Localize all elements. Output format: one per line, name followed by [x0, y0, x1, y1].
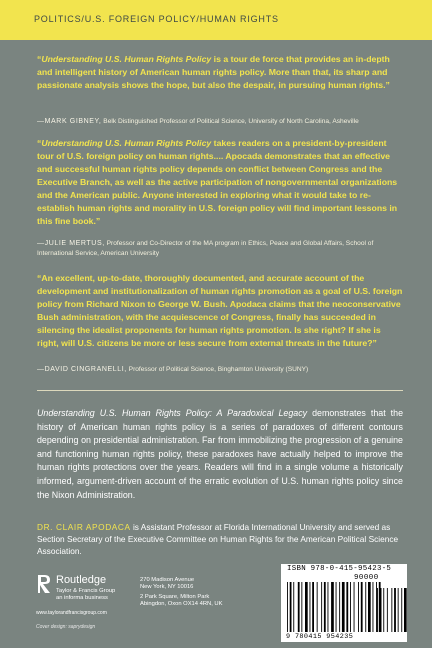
author-bio-text: is Assistant Professor at Florida International University and served as Section Secretary of the Executive Committee on Human Rights for the American Political Science Association. — [37, 522, 399, 557]
barcode-bar — [293, 582, 294, 632]
quote-1-name: —MARK GIBNEY, — [37, 118, 102, 125]
quote-1-text: is a tour de force that provides an in-depth and intelligent history of American human rights policy. More than that, its sharp and passionate analysis shows the hope, but also the despair, in pursuing human rights.” — [37, 54, 390, 90]
address-line-1: 270 Madison Avenue — [140, 577, 195, 583]
barcode-bar — [310, 582, 311, 632]
price-bar — [380, 588, 382, 632]
quote-2-name: —JULIE MERTUS, — [37, 240, 105, 247]
barcode-bar — [376, 582, 377, 632]
price-bar — [387, 588, 388, 632]
price-bar — [401, 588, 402, 632]
routledge-logo-icon — [36, 574, 52, 594]
barcode-bar — [328, 582, 329, 632]
barcode-bar — [358, 582, 359, 632]
barcode-bar — [342, 582, 345, 632]
barcode-bar — [290, 582, 292, 632]
barcode-bar — [361, 582, 363, 632]
barcode-bar — [331, 582, 334, 632]
quote-3-name: —DAVID CINGRANELLI, — [37, 366, 127, 373]
price-code: 90000 — [354, 574, 379, 582]
barcode-bars — [281, 564, 407, 642]
barcode-box — [281, 564, 407, 642]
quote-2-title: Understanding U.S. Human Rights Policy — [41, 138, 212, 148]
price-bar — [377, 588, 378, 632]
barcode-bar — [354, 582, 355, 632]
publisher-name: Routledge — [56, 574, 107, 586]
quote-2: “Understanding U.S. Human Rights Policy takes readers on a president-by-president tour of U.S. foreign policy on human rights.... Apocada demonstrates that an effective and successful human rights policy depends on conflict between Congress and the Executive Branch, as well as the active participation of nongovernmental organizations and the American public. Anyone interested in exploring what it would take to re-establish human rights and morality in U.S. foreign policy will find important lessons in this fine book.” — [37, 138, 398, 226]
description-text: demonstrates that the history of American human rights policy is a series of paradoxes of different contours depending on presidential administration. Far from immobilizing the progression of a genuine and functioning human rights policy, these paradoxes have actually helped to improve the human rights protections over the years. Readers will find in a single volume a historically informed, argument-driven account of the erratic evolution of U.S. human rights policy since the Nixon Administration. — [37, 408, 404, 500]
price-bar — [398, 588, 399, 632]
quote-3: “An excellent, up-to-date, thoroughly documented, and accurate account of the development and institutionalization of human rights promotion as a goal of U.S. foreign policy from Richard Nixon to George W. Bush. Apodaca claims that the neoconservative Bush administration, with the acquiescence of Congress, finally has succeeded in silencing the idealist proponents for human rights promotion. Is she right? If she is right, will U.S. citizens be more or less secure from external threats in the future?” — [37, 273, 403, 348]
barcode-bar — [373, 582, 374, 632]
barcode-bar — [324, 582, 326, 632]
barcode-bar — [298, 582, 300, 632]
quote-1-attribution — [37, 117, 407, 127]
quote-1: “Understanding U.S. Human Rights Policy is a tour de force that provides an in-depth and intelligent history of American human rights policy. More than that, its sharp and passionate analysis shows the hope, but also the despair, in pursuing human rights.” — [37, 54, 390, 90]
author-name: DR. CLAIR APODACA — [37, 522, 131, 532]
publisher-address — [140, 577, 223, 608]
barcode-bar — [301, 582, 302, 632]
barcode-bar — [336, 582, 337, 632]
ean-digits: 9 780415 954235 — [286, 633, 354, 641]
cover-design-credit: Cover design: saprydesign — [36, 624, 96, 630]
price-bar — [394, 588, 396, 632]
barcode-bar — [368, 582, 371, 632]
barcode-bar — [339, 582, 340, 632]
quote-3-attribution — [37, 365, 407, 375]
quote-2-text: takes readers on a president-by-president tour of U.S. foreign policy on human rights.... Apocada demonstrates that an effective and successful human rights policy depends on conflict between Congress and the Executive Branch, as well as the active participation of nongovernmental organizations and the American public. Anyone interested in exploring what it would take to re-establish human rights and morality in U.S. foreign policy will find important lessons in this fine book.” — [37, 138, 398, 226]
barcode-bar — [346, 582, 348, 632]
address-line-3: 2 Park Square, Milton Park — [140, 594, 210, 600]
author-bio — [37, 521, 403, 558]
publisher-subtitle — [56, 588, 115, 602]
category-label: POLITICS/U.S. FOREIGN POLICY/HUMAN RIGHTS — [34, 14, 279, 24]
quote-2-attribution — [37, 239, 407, 259]
quote-2-affiliation: Professor and Co-Director of the MA program in Ethics, Peace and Global Affairs, School of International Service, American University — [37, 240, 374, 257]
publisher-business: an informa business — [56, 595, 108, 601]
address-line-4: Abingdon, Oxon OX14 4RN, UK — [140, 601, 223, 607]
publisher-group: Taylor & Francis Group — [56, 588, 116, 594]
quote-1-title: Understanding U.S. Human Rights Policy — [41, 54, 212, 64]
quote-1-affiliation: Belk Distinguished Professor of Political Science, University of North Carolina, Asheville — [101, 118, 359, 125]
barcode-bar — [317, 582, 318, 632]
barcode-bar — [312, 582, 314, 632]
price-bar — [391, 588, 392, 632]
quote-3-affiliation: Professor of Political Science, Binghamton University (SUNY) — [126, 366, 309, 373]
description-title: Understanding U.S. Human Rights Policy: A Paradoxical Legacy — [37, 408, 308, 418]
barcode-bar — [350, 582, 351, 632]
barcode-bar — [365, 582, 366, 632]
book-description — [37, 407, 403, 502]
publisher-url: www.taylorandfrancisgroup.com — [36, 610, 107, 616]
barcode-bar — [321, 582, 322, 632]
price-bar — [404, 588, 407, 632]
category-bar — [0, 0, 432, 40]
barcode-bar — [305, 582, 308, 632]
barcode-bar — [287, 582, 288, 632]
address-line-2: New York, NY 10016 — [140, 584, 194, 590]
isbn-text: ISBN 978-0-415-95423-5 — [287, 565, 392, 573]
section-divider — [37, 390, 403, 391]
price-bar — [383, 588, 384, 632]
